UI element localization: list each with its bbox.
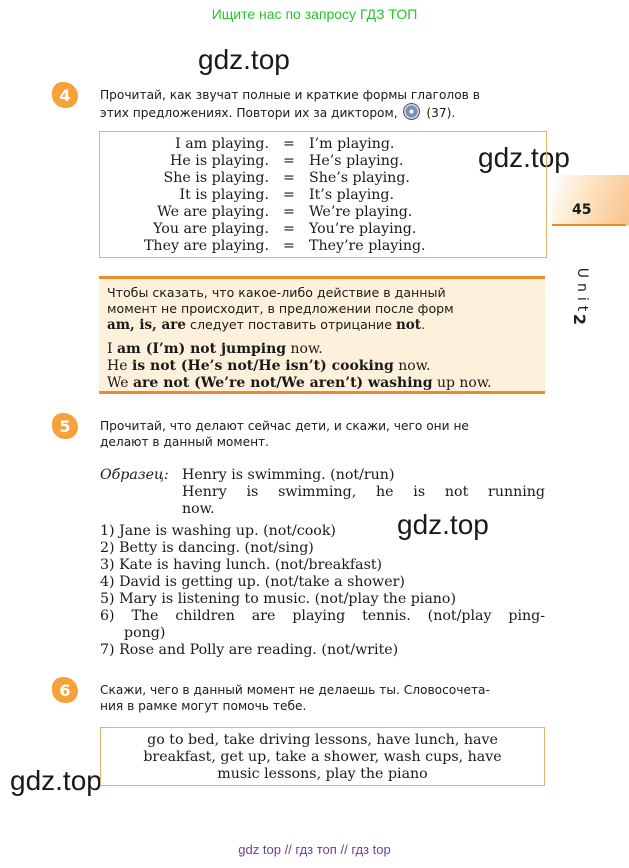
watermark: gdz.top: [397, 509, 489, 540]
list-item: 1) Jane is washing up. (not/cook): [100, 523, 336, 539]
rule-examples: I am (I’m) not jumping now. He is not (He’s not/He isn’t) cooking now. We are not (We’re not/We aren’t) washing up now.: [107, 341, 492, 391]
page-tab-rule: [552, 224, 626, 226]
footer-separator: //: [340, 842, 348, 857]
exercise-number-badge: 5: [52, 413, 78, 439]
full-form: We are playing.: [157, 204, 269, 220]
list-item: 3) Kate is having lunch. (not/breakfast): [100, 557, 383, 573]
exercise-4-instruction: Прочитай, как звучат полные и краткие формы глаголов в этих предложениях. Повтори их за диктором, (37).: [100, 88, 480, 120]
watermark: gdz.top: [10, 765, 102, 796]
form-row: [140, 238, 520, 255]
exercise-5-instruction: Прочитай, что делают сейчас дети, и скажи, чего они не делают в данный момент.: [100, 419, 469, 449]
page-number: 45: [572, 202, 592, 218]
unit-label: Unit: [574, 267, 590, 317]
rule-text: Чтобы сказать, что какое-либо действие в данный момент не происходит, в предложении после форм am, is, are следует поставить отрицание not.: [107, 285, 454, 333]
list-item: 2) Betty is dancing. (not/sing): [100, 540, 314, 556]
list-item: 7) Rose and Polly are reading. (not/write): [100, 642, 399, 658]
list-item: 4) David is getting up. (not/take a shower): [100, 574, 405, 590]
footer: [0, 842, 629, 857]
sample-label: Образец:: [100, 467, 169, 483]
full-form: I am playing.: [175, 136, 269, 152]
sample-block: Образец: Henry is swimming. (not/run) Henry is swimming, he is not running now.: [100, 467, 545, 517]
short-form: They’re playing.: [309, 238, 426, 254]
list-item: 5) Mary is listening to music. (not/play the piano): [100, 591, 457, 607]
watermark: gdz.top: [478, 142, 570, 173]
list-item: 6) The children are playing tennis. (not/play ping-: [100, 608, 545, 624]
equals-sign: =: [283, 204, 295, 220]
short-form: We’re playing.: [309, 204, 413, 220]
unit-number: 2: [570, 313, 590, 326]
footer-link[interactable]: гдз top: [351, 842, 391, 857]
exercise-6-instruction: Скажи, чего в данный момент не делаешь ты. Словосочета- ния в рамке могут помочь тебе.: [100, 683, 490, 713]
short-form: It’s playing.: [309, 187, 394, 203]
exercise-number-badge: 6: [52, 677, 78, 703]
full-form: They are playing.: [143, 238, 269, 254]
full-form: It is playing.: [179, 187, 269, 203]
grammar-rule-box: [99, 279, 545, 391]
footer-separator: //: [284, 842, 292, 857]
exercise-number-badge: 4: [52, 82, 78, 108]
top-banner[interactable]: Ищите нас по запросу ГДЗ ТОП: [211, 6, 418, 22]
exercise-5-list: [100, 523, 545, 659]
short-form: I’m playing.: [309, 136, 395, 152]
form-row: [140, 136, 520, 153]
equals-sign: =: [283, 221, 295, 237]
short-form: You’re playing.: [309, 221, 417, 237]
list-item: pong): [124, 625, 166, 641]
phrases-box: go to bed, take driving lessons, have lunch, have breakfast, get up, take a shower, wash cups, have music lessons, play the piano: [100, 727, 545, 786]
form-row: [140, 170, 520, 187]
form-row: [140, 204, 520, 221]
form-row: [140, 153, 520, 170]
full-form: She is playing.: [163, 170, 269, 186]
full-form: You are playing.: [153, 221, 269, 237]
short-form: He’s playing.: [309, 153, 404, 169]
equals-sign: =: [283, 238, 295, 254]
equals-sign: =: [283, 170, 295, 186]
full-form: He is playing.: [170, 153, 269, 169]
form-row: [140, 187, 520, 204]
forms-box: [99, 131, 547, 258]
equals-sign: =: [283, 136, 295, 152]
short-form: She’s playing.: [309, 170, 410, 186]
audio-disc-icon[interactable]: [403, 103, 420, 120]
equals-sign: =: [283, 153, 295, 169]
equals-sign: =: [283, 187, 295, 203]
rule-bottom-border: [99, 391, 545, 394]
footer-link[interactable]: gdz top: [238, 842, 281, 857]
form-row: [140, 221, 520, 238]
footer-link[interactable]: гдз топ: [295, 842, 337, 857]
watermark: gdz.top: [198, 44, 290, 75]
